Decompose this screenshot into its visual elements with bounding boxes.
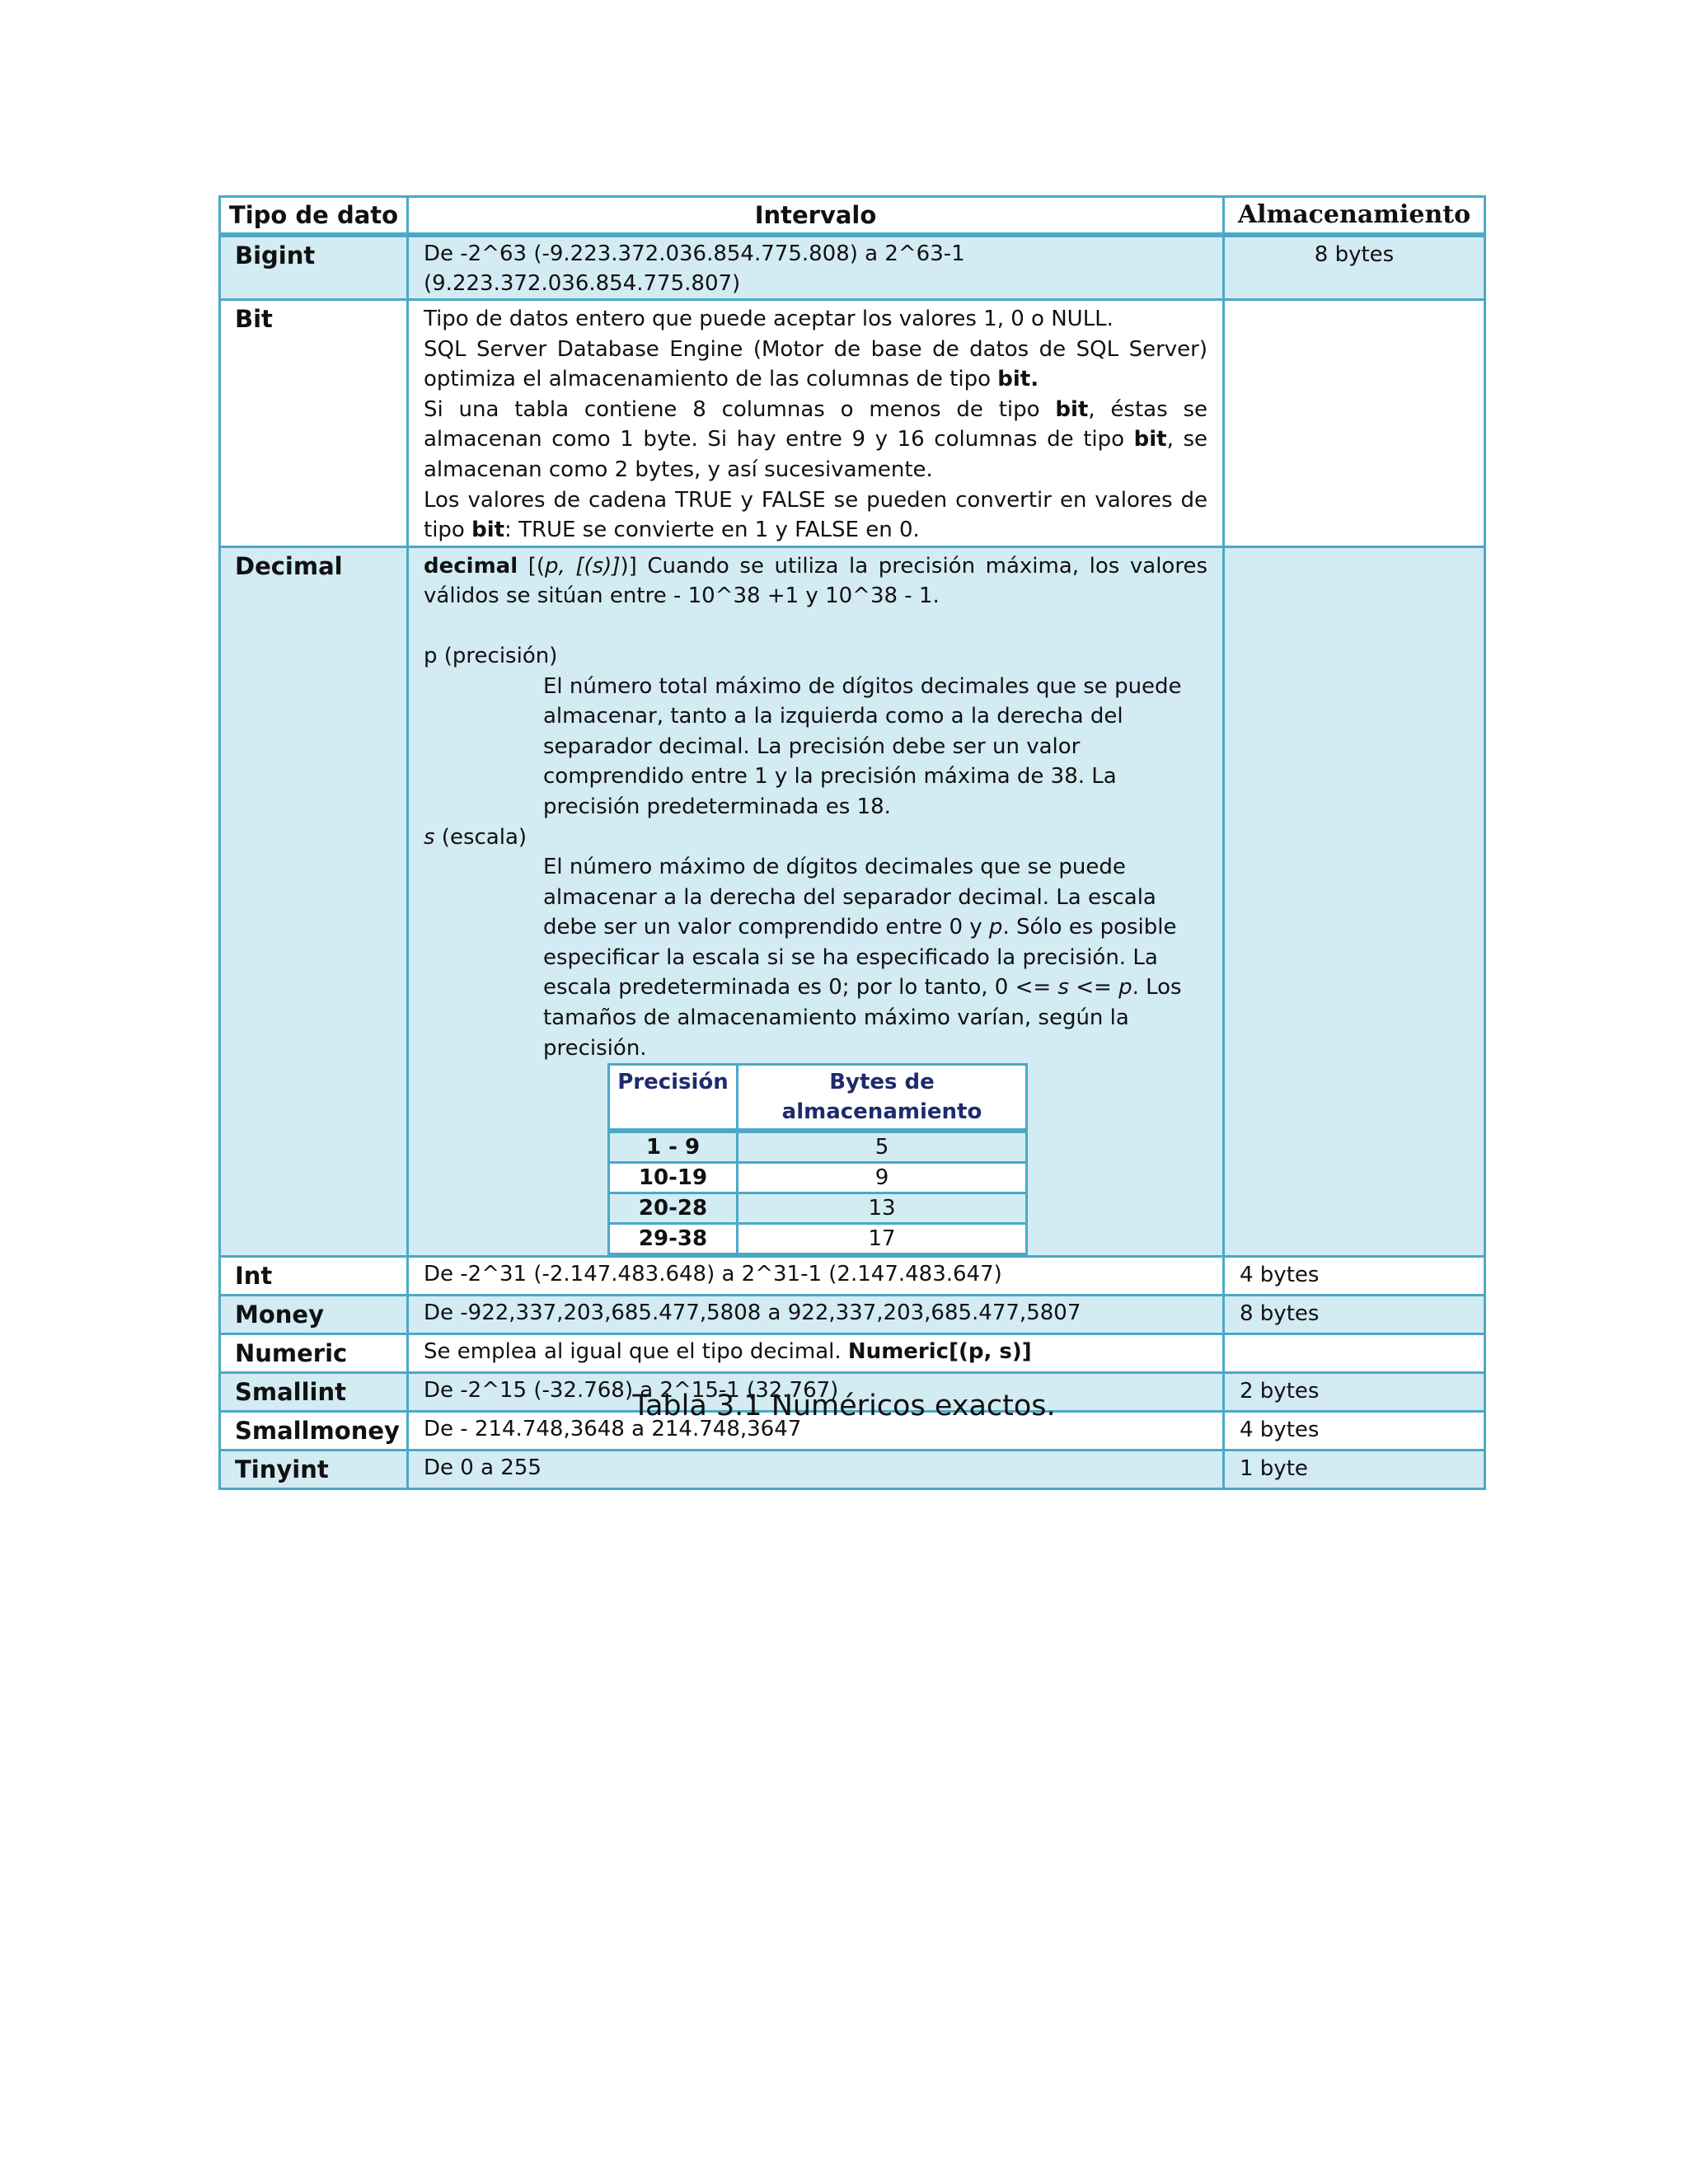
precision-table [607,1063,1028,1255]
type-money: Money [220,1296,408,1334]
storage-bigint: 8 bytes [1224,235,1485,300]
type-bit: Bit [220,300,408,547]
storage-bit [1224,300,1485,547]
precision-header: Precisión [609,1065,738,1132]
bit-line-2: SQL Server Database Engine (Motor de base de datos de SQL Server) optimiza el almacenamiento de las columnas de tipo bit. [424,336,1207,392]
storage-tinyint: 1 byte [1224,1451,1485,1489]
range-smallint: De -2^15 (-32.768) a 2^15-1 (32.767) [408,1373,1224,1412]
decimal-s-desc: El número máximo de dígitos decimales que se puede almacenar a la derecha del separador decimal. La escala debe ser un valor comprendido entre 0 y p. Sólo es posible especificar la escala si se ha especificado la precisión. La escala predeterminada es 0; por lo tanto, 0 <= s <= p. Los tamaños de almacenamiento máximo varían, según la precisión. [543,855,1182,1061]
header-row [220,197,1485,236]
row-numeric [220,1334,1485,1373]
range-tinyint: De 0 a 255 [408,1451,1224,1489]
decimal-s-label: s (escala) [424,824,528,850]
range-bit [408,300,1224,547]
table-caption: Tabla 3.1 Numéricos exactos. [632,1390,1056,1422]
precision-value: 1 - 9 [609,1131,738,1163]
precision-value: 10-19 [609,1163,738,1193]
bit-line-4: Los valores de cadena TRUE y FALSE se pueden convertir en valores de tipo bit: TRUE se convierte en 1 y FALSE en 0. [424,487,1207,543]
row-tinyint [220,1451,1485,1489]
bit-line-1: Tipo de datos entero que puede aceptar los valores 1, 0 o NULL. [424,307,1114,331]
storage-decimal [1224,546,1485,1257]
precision-row [609,1224,1027,1254]
precision-header-row [609,1065,1027,1132]
range-money: De -922,337,203,685.477,5808 a 922,337,203,685.477,5807 [408,1296,1224,1334]
header-almacenamiento: Almacenamiento [1224,197,1485,236]
type-int: Int [220,1257,408,1296]
bytes-header: Bytes de almacenamiento [738,1065,1027,1132]
bytes-value: 5 [738,1131,1027,1163]
bytes-value: 17 [738,1224,1027,1254]
type-decimal: Decimal [220,546,408,1257]
precision-value: 20-28 [609,1193,738,1224]
storage-smallmoney: 4 bytes [1224,1412,1485,1451]
type-smallint: Smallint [220,1373,408,1412]
precision-row [609,1131,1027,1163]
row-int [220,1257,1485,1296]
row-decimal [220,546,1485,1257]
decimal-p-label: p (precisión) [424,643,558,668]
row-bigint [220,235,1485,300]
range-int: De -2^31 (-2.147.483.648) a 2^31-1 (2.147.483.647) [408,1257,1224,1296]
type-smallmoney: Smallmoney [220,1412,408,1451]
bytes-value: 9 [738,1163,1027,1193]
range-numeric: Se emplea al igual que el tipo decimal. Numeric[(p, s)] [408,1334,1224,1373]
range-smallmoney: De - 214.748,3648 a 214.748,3647 [408,1412,1224,1451]
decimal-syntax: decimal [(p, [(s)])] Cuando se utiliza la precisión máxima, los valores válidos se sitúan entre - 10^38 +1 y 10^38 - 1. [424,553,1207,609]
precision-value: 29-38 [609,1224,738,1254]
storage-money: 8 bytes [1224,1296,1485,1334]
precision-row [609,1163,1027,1193]
type-bigint: Bigint [220,235,408,300]
type-numeric: Numeric [220,1334,408,1373]
decimal-p-desc: El número total máximo de dígitos decimales que se puede almacenar, tanto a la izquierda como a la derecha del separador decimal. La precisión debe ser un valor comprendido entre 1 y la precisión máxima de 38. La precisión predeterminada es 18. [543,673,1182,819]
header-tipo: Tipo de dato [220,197,408,236]
bit-line-3: Si una tabla contiene 8 columnas o menos de tipo bit, éstas se almacenan como 1 byte. Si hay entre 9 y 16 columnas de tipo bit, se almacenan como 2 bytes, y así sucesivamente. [424,396,1208,482]
bytes-value: 13 [738,1193,1027,1224]
row-money [220,1296,1485,1334]
row-bit [220,300,1485,547]
storage-numeric [1224,1334,1485,1373]
precision-row [609,1193,1027,1224]
header-intervalo: Intervalo [408,197,1224,236]
storage-smallint: 2 bytes [1224,1373,1485,1412]
type-tinyint: Tinyint [220,1451,408,1489]
range-bigint: De -2^63 (-9.223.372.036.854.775.808) a 2^63-1 (9.223.372.036.854.775.807) [408,235,1224,300]
storage-int: 4 bytes [1224,1257,1485,1296]
range-decimal [408,546,1224,1257]
numeric-types-table [218,195,1486,1490]
